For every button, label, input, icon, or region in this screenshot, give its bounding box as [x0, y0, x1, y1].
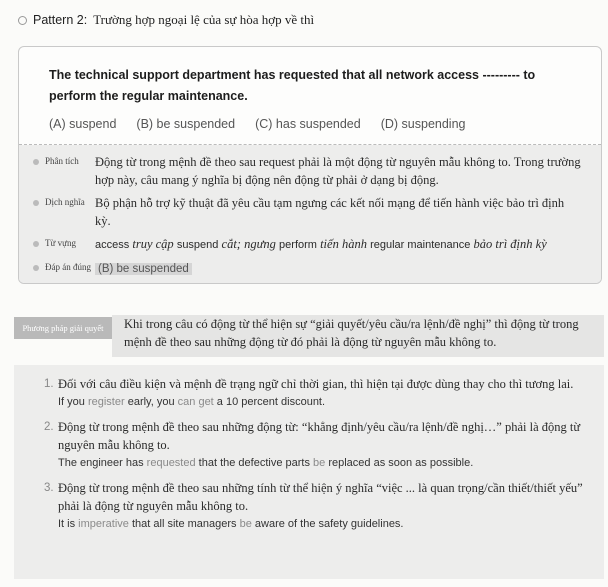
translation-row	[33, 194, 581, 230]
rule-text: Động từ trong mệnh đề theo sau những tính từ thể hiện ý nghĩa “việc ... là quan trọng/cần thiết/thiết yếu” phải là động từ nguyên mẫu không to.	[58, 481, 583, 513]
question-text: The technical support department has requested that all network access --------- to perform the regular maintenance.	[49, 68, 536, 103]
rule-number: 3.	[44, 482, 54, 494]
rule-text: Đối với câu điều kiện và mệnh đề trạng ngữ chỉ thời gian, thì hiện tại được dùng thay cho thì tương lai.	[58, 377, 574, 391]
rule-number: 2.	[44, 421, 54, 433]
option-b: (B) be suspended	[136, 117, 236, 131]
vocab-word: suspend	[176, 239, 219, 251]
translation-text: Bộ phận hỗ trợ kỹ thuật đã yêu cầu tạm ngưng các kết nối mạng để tiến hành việc bảo trì định kỳ.	[95, 196, 565, 228]
highlight-word: can get	[177, 396, 214, 408]
vocab-word: regular maintenance	[370, 239, 471, 251]
explanation-section	[19, 145, 601, 284]
rule-number: 1.	[44, 378, 54, 390]
rule-item	[44, 479, 590, 530]
method-badge: Phương pháp giải quyết	[14, 317, 112, 339]
vocab-meaning: tiến hành	[320, 237, 367, 251]
vocab-meaning: cắt; ngưng	[221, 237, 276, 251]
rule-example: The engineer has requested that the defective parts be replaced as soon as possible.	[58, 457, 474, 469]
vocab-row	[33, 235, 581, 254]
bullet-dot-icon	[33, 200, 39, 206]
vocab-word: access	[95, 239, 130, 251]
vocab-text	[95, 235, 547, 254]
bullet-dot-icon	[33, 159, 39, 165]
highlight-word: be	[313, 457, 326, 469]
analysis-text: Động từ trong mệnh đề theo sau request phải là một động từ nguyên mẫu không to. Trong trường hợp này, câu mang ý nghĩa bị động nên động từ phải ở dạng bị động.	[95, 155, 581, 187]
highlight-word: imperative	[78, 518, 129, 530]
highlight-word: register	[87, 396, 125, 408]
bullet-dot-icon	[33, 265, 39, 271]
rule-text: Động từ trong mệnh đề theo sau những động từ: “khẳng định/yêu cầu/ra lệnh/đề nghị…” phải là động từ nguyên mẫu không to.	[58, 420, 581, 452]
highlight-word: requested	[146, 457, 196, 469]
rule-example: If you register early, you can get a 10 percent discount.	[58, 396, 326, 408]
question-box	[18, 46, 602, 284]
rule-example: It is imperative that all site managers be aware of the safety guidelines.	[58, 518, 404, 530]
question-section	[19, 47, 601, 145]
option-c: (C) has suspended	[255, 117, 361, 131]
vocab-meaning: bảo trì định kỳ	[473, 237, 547, 251]
solution-method	[14, 315, 604, 357]
answer-label: Đáp án đúng	[45, 262, 91, 272]
option-d: (D) suspending	[380, 117, 466, 131]
highlight-word: be	[239, 518, 252, 530]
rule-item	[44, 375, 590, 408]
bullet-dot-icon	[33, 241, 39, 247]
option-a: (A) suspend	[49, 117, 117, 131]
answer-options	[49, 117, 573, 131]
circle-bullet-icon	[18, 16, 27, 25]
analysis-row	[33, 153, 581, 189]
vocab-meaning: truy cập	[132, 237, 174, 251]
vocab-word: perform	[279, 239, 317, 251]
rule-item	[44, 418, 590, 469]
analysis-label: Phân tích	[45, 156, 79, 166]
answer-row	[33, 259, 581, 278]
pattern-title: Trường hợp ngoại lệ của sự hòa hợp về thì	[93, 12, 315, 27]
vocab-label: Từ vựng	[45, 238, 77, 248]
pattern-header	[18, 12, 314, 28]
correct-answer: (B) be suspended	[95, 263, 192, 275]
translation-label: Dịch nghĩa	[45, 197, 85, 207]
rules-box	[14, 365, 604, 579]
pattern-label: Pattern 2:	[33, 13, 88, 27]
method-text: Khi trong câu có động từ thể hiện sự “giải quyết/yêu cầu/ra lệnh/đề nghị” thì động từ trong mệnh đề theo sau những động từ đó phải là động từ nguyên mẫu không to.	[112, 315, 604, 357]
